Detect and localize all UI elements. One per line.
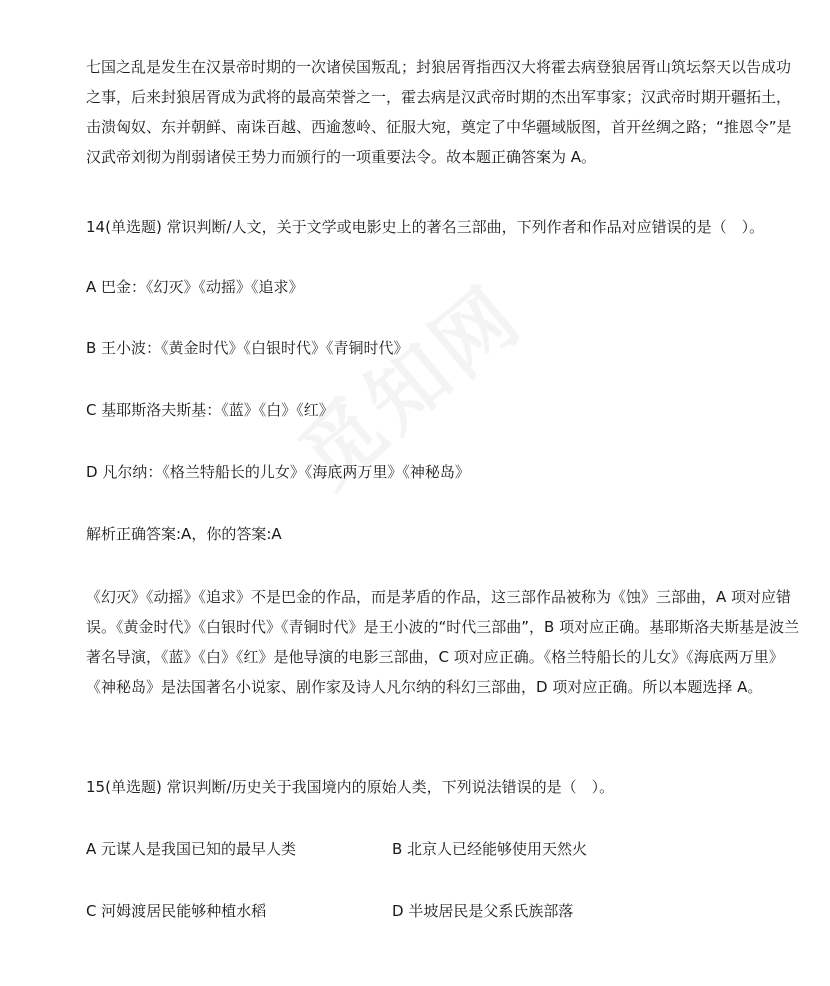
question-15-option-b: B 北京人已经能够使用天然火 bbox=[392, 840, 588, 858]
question-14-option-d: D 凡尔纳：《格兰特船长的儿女》《海底两万里》《神秘岛》 bbox=[86, 463, 470, 481]
question-14-explanation: 《幻灭》《动摇》《追求》不是巴金的作品，而是茅盾的作品，这三部作品被称为《蚀》三部曲，A 项对应错误。《黄金时代》《白银时代》《青铜时代》是王小波的“时代三部曲”，B 项对应正确。基耶斯洛夫斯基是波兰著名导演，《蓝》《白》《红》是他导演的电影三部曲，C 项对应正确。《格兰特船长的儿女》《海底两万里》《神秘岛》是法国著名小说家、剧作家及诗人凡尔纳的科幻三部曲，D 项对应正确。所以本题选择 A。 bbox=[86, 588, 800, 696]
intro-paragraph: 七国之乱是发生在汉景帝时期的一次诸侯国叛乱；封狼居胥指西汉大将霍去病登狼居胥山筑坛祭天以告成功之事，后来封狼居胥成为武将的最高荣誉之一，霍去病是汉武帝时期的杰出军事家；汉武帝时期开疆拓土，击溃匈奴、东并朝鲜、南诛百越、西逾葱岭、征服大宛，奠定了中华疆域版图，首开丝绸之路；“推恩令”是汉武帝刘彻为削弱诸侯王势力而颁行的一项重要法令。故本题正确答案为 A。 bbox=[86, 58, 792, 166]
question-15-option-a: A 元谋人是我国已知的最早人类 bbox=[86, 840, 297, 858]
question-14-option-c: C 基耶斯洛夫斯基：《蓝》《白》《红》 bbox=[86, 401, 334, 419]
question-15-option-c: C 河姆渡居民能够种植水稻 bbox=[86, 902, 267, 920]
question-14-option-b: B 王小波：《黄金时代》《白银时代》《青铜时代》 bbox=[86, 339, 409, 357]
question-15-option-d: D 半坡居民是父系氏族部落 bbox=[392, 902, 574, 920]
question-14-option-a: A 巴金：《幻灭》《动摇》《追求》 bbox=[86, 278, 304, 296]
question-15-stem: 15(单选题) 常识判断/历史关于我国境内的原始人类，下列说法错误的是（ ）。 bbox=[86, 778, 615, 796]
question-14-answer: 解析正确答案:A，你的答案:A bbox=[86, 525, 282, 543]
question-14-stem: 14(单选题) 常识判断/人文，关于文学或电影史上的著名三部曲，下列作者和作品对应错误的是（ ）。 bbox=[86, 218, 765, 236]
